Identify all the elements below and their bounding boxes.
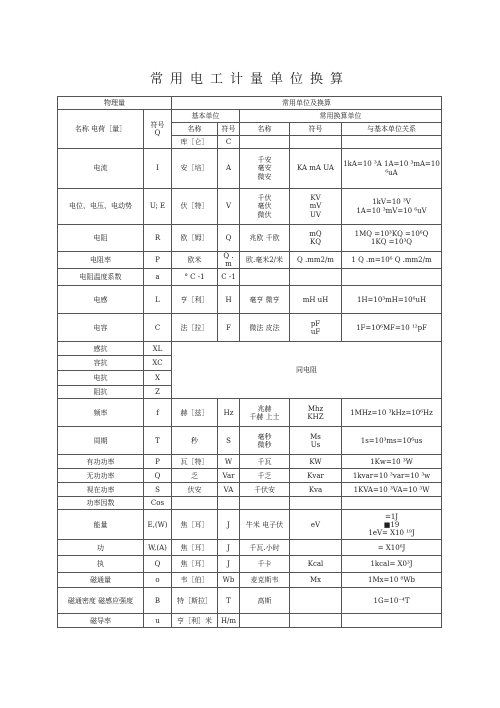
relation-cell-line: 1kcal= X0³J <box>370 560 413 569</box>
conv-unit-name-line: 麦克斯韦 <box>250 576 279 585</box>
conv-unit-name-line: 兆赫 <box>257 404 272 413</box>
conv-unit-symbol <box>290 427 342 455</box>
relation-cell <box>342 455 442 469</box>
basic-unit-name: 安［培］ <box>172 149 218 189</box>
conv-unit-symbol-line: Q .mm2/m <box>297 256 334 265</box>
quantity-name: 执 <box>58 556 144 573</box>
basic-unit-name: 亨［利］米 <box>172 614 218 628</box>
conv-unit-name-line: 毫伏 <box>257 202 272 211</box>
conv-unit-symbol <box>290 225 342 252</box>
quantity-symbol: T <box>144 427 172 455</box>
basic-unit-name: 欧米 <box>172 252 218 269</box>
quantity-name: 电容 <box>58 314 144 342</box>
basic-unit-symbol: A <box>218 149 240 189</box>
quantity-name: 阻抗 <box>58 386 144 399</box>
conv-unit-name <box>240 225 290 252</box>
relation-cell <box>342 269 442 286</box>
header-common-conversion: 常用换算单位 <box>240 110 442 123</box>
conv-unit-symbol-line: KHZ <box>307 412 324 421</box>
basic-unit-symbol: J <box>218 510 240 540</box>
relation-cell-line: 1MHz=10 ³kHz=10⁶Hz <box>350 408 433 417</box>
conv-unit-name-line: 毫亨 微亨 <box>249 295 280 304</box>
conv-unit-name <box>240 497 290 510</box>
quantity-name: 能量 <box>58 510 144 540</box>
quantity-name: 感抗 <box>58 342 144 356</box>
quantity-symbol: u <box>144 614 172 628</box>
relation-cell <box>342 510 442 540</box>
conv-unit-name <box>240 455 290 469</box>
basic-unit-name: 瓦［特］ <box>172 455 218 469</box>
relation-cell-line: 1kvar=10 ³var=10 ³w <box>352 471 431 480</box>
header-unit-symbol: 符号 <box>218 123 240 136</box>
relation-cell <box>342 573 442 588</box>
conv-unit-symbol <box>290 497 342 510</box>
conv-unit-name-line: 毫安 <box>257 164 272 173</box>
conv-unit-symbol <box>290 588 342 614</box>
conv-unit-symbol <box>290 510 342 540</box>
quantity-symbol: P <box>144 455 172 469</box>
conv-unit-symbol <box>290 614 342 628</box>
relation-cell <box>342 252 442 269</box>
basic-unit-name: 焦［耳］ <box>172 556 218 573</box>
conv-unit-symbol-line: mH uH <box>302 295 329 304</box>
conv-unit-name <box>240 314 290 342</box>
basic-unit-name <box>172 497 218 510</box>
quantity-symbol: Cos <box>144 497 172 510</box>
quantity-symbol: XC <box>144 356 172 371</box>
table-row <box>58 189 442 225</box>
relation-cell <box>342 286 442 314</box>
basic-unit-name: 法［拉］ <box>172 314 218 342</box>
basic-unit-name: 乏 <box>172 469 218 483</box>
quantity-symbol: W,(A) <box>144 540 172 556</box>
conv-unit-name-line: 千乏 <box>257 471 272 480</box>
quantity-symbol: f <box>144 399 172 427</box>
relation-cell-line: 1Kw=10 ³W <box>370 457 413 466</box>
conv-unit-name-line: 千安 <box>257 156 272 165</box>
conv-unit-name-line: 千赫 上土 <box>249 412 280 421</box>
relation-cell <box>342 497 442 510</box>
table-row <box>58 427 442 455</box>
quantity-name: 频率 <box>58 399 144 427</box>
conv-unit-name <box>240 252 290 269</box>
conv-unit-symbol <box>290 399 342 427</box>
conv-unit-symbol <box>290 540 342 556</box>
quantity-symbol: X <box>144 371 172 386</box>
table-row <box>58 225 442 252</box>
quantity-symbol: R <box>144 225 172 252</box>
basic-unit-symbol: V <box>218 189 240 225</box>
table-row <box>58 269 442 286</box>
quantity-name: 磁通量 <box>58 573 144 588</box>
conv-unit-name <box>240 149 290 189</box>
relation-cell-line: 1G=10⁻⁴T <box>373 596 410 605</box>
quantity-name: 无功功率 <box>58 469 144 483</box>
conv-unit-symbol-line: Us <box>310 440 321 449</box>
relation-cell-line: 1F=10⁶MF=10 ¹²pF <box>356 323 427 332</box>
quantity-name: 视在功率 <box>58 483 144 497</box>
basic-unit-name: 秒 <box>172 427 218 455</box>
basic-unit-symbol: H <box>218 286 240 314</box>
conv-unit-name-line: 千伏安 <box>254 485 275 494</box>
basic-unit-symbol: F <box>218 314 240 342</box>
conv-unit-name <box>240 269 290 286</box>
header-basic-unit: 基本单位 <box>172 110 240 123</box>
basic-unit-symbol: Wb <box>218 573 240 588</box>
basic-unit-symbol: Q . m <box>218 252 240 269</box>
table-row <box>58 314 442 342</box>
quantity-symbol: U; E <box>144 189 172 225</box>
conv-unit-symbol-line: UV <box>310 210 321 219</box>
conv-unit-symbol-line: Kvar <box>307 471 324 480</box>
conv-unit-symbol <box>290 149 342 189</box>
header-relation: 与基本单位关系 <box>342 123 442 136</box>
basic-unit-name: 亨［利］ <box>172 286 218 314</box>
basic-unit-symbol: Var <box>218 469 240 483</box>
quantity-name: 电阻温度系数 <box>58 269 144 286</box>
conv-unit-symbol-line: Mx <box>309 576 322 585</box>
relation-cell <box>342 427 442 455</box>
basic-unit-name: ° C -1 <box>172 269 218 286</box>
conv-unit-name-line: 欧.毫米2/米 <box>245 256 284 265</box>
table-row <box>58 399 442 427</box>
conv-unit-name-line: 兆欧 千欧 <box>249 233 280 242</box>
quantity-symbol: Q <box>144 469 172 483</box>
conv-unit-symbol <box>290 483 342 497</box>
conv-unit-symbol-line: KQ <box>310 238 321 246</box>
header-conv-symbol: 符号 <box>290 123 342 136</box>
relation-cell <box>342 225 442 252</box>
quantity-name: 周期 <box>58 427 144 455</box>
quantity-symbol: a <box>144 269 172 286</box>
table-row <box>58 286 442 314</box>
conv-unit-symbol <box>290 556 342 573</box>
conv-unit-symbol-line: Kva <box>308 485 323 494</box>
conv-unit-symbol <box>290 252 342 269</box>
table-row <box>58 510 442 540</box>
quantity-symbol: Q <box>144 556 172 573</box>
relation-cell <box>342 614 442 628</box>
conv-unit-symbol-line: Ms <box>310 432 321 441</box>
conv-unit-name <box>240 469 290 483</box>
basic-unit-name: 欧［姆］ <box>172 225 218 252</box>
quantity-symbol: P <box>144 252 172 269</box>
table-row <box>58 469 442 483</box>
header-common-units: 常用单位及换算 <box>172 97 442 110</box>
conv-unit-name <box>240 427 290 455</box>
conv-unit-symbol <box>290 269 342 286</box>
conv-unit-symbol-line: KW <box>309 457 322 466</box>
conv-unit-name-line: 微安 <box>257 172 272 181</box>
page-title: 常用电工计量单位换算 <box>149 72 350 87</box>
conv-unit-name <box>240 510 290 540</box>
header-unit-name: 名称 <box>172 123 218 136</box>
quantity-symbol: L <box>144 286 172 314</box>
relation-cell <box>342 483 442 497</box>
charge-unit-symbol: C <box>218 136 240 149</box>
table-row <box>58 252 442 269</box>
merged-same-as-resistance: 同电阻 <box>172 342 442 399</box>
conv-unit-name-line: 微法 皮法 <box>249 323 280 332</box>
relation-cell-line: 1kV=10 ³V <box>372 198 411 207</box>
quantity-name: 功率因数 <box>58 497 144 510</box>
relation-cell-line: ■19 <box>383 520 400 529</box>
relation-cell-line: 1A=10 ³mV=10 ⁶uV <box>356 206 427 215</box>
relation-cell-line: 1eV= X10 ¹⁹J <box>368 528 415 537</box>
relation-cell-line: 1s=10³ms=10⁶us <box>360 436 423 445</box>
conv-unit-symbol-line: Mhz <box>307 404 324 413</box>
conv-unit-symbol-line: mQ <box>309 229 322 238</box>
quantity-symbol: S <box>144 483 172 497</box>
quantity-name: 电抗 <box>58 371 144 386</box>
relation-cell-line: 1 Q .m=10⁶ Q .mm2/m <box>351 256 432 265</box>
table-row <box>58 588 442 614</box>
quantity-symbol: B <box>144 588 172 614</box>
relation-cell <box>342 556 442 573</box>
conv-unit-symbol <box>290 286 342 314</box>
conv-unit-symbol <box>290 314 342 342</box>
conv-unit-name <box>240 556 290 573</box>
conv-unit-name-line: 毫秒 <box>257 432 272 441</box>
quantity-name: 电阻率 <box>58 252 144 269</box>
basic-unit-symbol: H/m <box>218 614 240 628</box>
relation-cell-line: 1kA=10 ³A 1A=10 ³mA=10 ⁶uA <box>343 160 440 177</box>
conv-unit-name <box>240 483 290 497</box>
header-conv-name: 名称 <box>240 123 290 136</box>
conv-unit-name <box>240 286 290 314</box>
basic-unit-symbol: C -1 <box>218 269 240 286</box>
conv-unit-name <box>240 614 290 628</box>
conv-unit-name-line: 高斯 <box>257 596 272 605</box>
conv-unit-name-line: 牛米 电子伏 <box>245 520 284 529</box>
basic-unit-symbol: VA <box>218 483 240 497</box>
conv-unit-symbol-line: KV <box>310 194 321 203</box>
basic-unit-name: 伏安 <box>172 483 218 497</box>
header-symbol-cell <box>144 110 172 149</box>
basic-unit-symbol: Q <box>218 225 240 252</box>
basic-unit-name: 焦［耳］ <box>172 540 218 556</box>
table-row <box>58 342 442 356</box>
table-row <box>58 614 442 628</box>
basic-unit-name: 赫［兹］ <box>172 399 218 427</box>
table-row <box>58 455 442 469</box>
table-row <box>58 149 442 189</box>
conv-unit-symbol <box>290 189 342 225</box>
relation-cell <box>342 399 442 427</box>
conv-unit-symbol <box>290 455 342 469</box>
header-physical-quantity: 物理量 <box>58 97 172 110</box>
quantity-name: 容抗 <box>58 356 144 371</box>
conv-unit-symbol-line: eV <box>310 520 321 529</box>
basic-unit-name: 伏［特］ <box>172 189 218 225</box>
quantity-symbol: E,(W) <box>144 510 172 540</box>
conv-unit-symbol-line: uF <box>310 327 321 336</box>
conv-unit-symbol-line: mV <box>309 202 322 211</box>
conv-unit-symbol-line: Kcal <box>307 560 324 569</box>
charge-symbol: Q <box>154 129 161 137</box>
relation-cell-line: 1KQ =10³Q <box>371 238 412 246</box>
header-symbol-label: 符号 <box>150 120 165 129</box>
quantity-name: 有功功率 <box>58 455 144 469</box>
basic-unit-name: 特［斯拉］ <box>172 588 218 614</box>
basic-unit-symbol: J <box>218 540 240 556</box>
table-row <box>58 540 442 556</box>
conv-unit-name <box>240 573 290 588</box>
quantity-name: 电流 <box>58 149 144 189</box>
conv-unit-symbol <box>290 573 342 588</box>
table-row <box>58 573 442 588</box>
basic-unit-name: 韦［伯］ <box>172 573 218 588</box>
quantity-name: 磁导率 <box>58 614 144 628</box>
table-row <box>58 483 442 497</box>
relation-cell-line: =1J <box>384 512 399 521</box>
conv-unit-symbol-line: pF <box>310 319 321 328</box>
quantity-name: 电感 <box>58 286 144 314</box>
basic-unit-symbol: T <box>218 588 240 614</box>
quantity-symbol: Z <box>144 386 172 399</box>
relation-cell-line: 1KVA=10 ³VA=10 ³W <box>353 485 430 494</box>
relation-cell-line: 1Mx=10 ⁸Wb <box>367 576 416 585</box>
charge-unit-name: 库［仑］ <box>172 136 218 149</box>
conv-unit-name-line: 千瓦 <box>257 457 272 466</box>
quantity-name: 磁通密度 磁感应强度 <box>58 588 144 614</box>
relation-cell-line: 1H=10³mH=10⁶uH <box>356 295 427 304</box>
basic-unit-symbol: Hz <box>218 399 240 427</box>
header-name-charge: 名称 电荷［量］ <box>58 110 144 149</box>
conv-unit-name-line: 千瓦.小时 <box>249 543 280 552</box>
relation-cell <box>342 189 442 225</box>
conv-unit-name-line: 微伏 <box>257 210 272 219</box>
basic-unit-symbol: W <box>218 455 240 469</box>
table-row <box>58 556 442 573</box>
basic-unit-name: 焦［耳］ <box>172 510 218 540</box>
relation-cell <box>342 469 442 483</box>
relation-cell <box>342 540 442 556</box>
relation-cell-line: 1MQ =10³KQ =10⁶Q <box>354 229 429 238</box>
conv-unit-name <box>240 588 290 614</box>
basic-unit-symbol <box>218 497 240 510</box>
conv-unit-name-line: 千卡 <box>257 560 272 569</box>
quantity-symbol: XL <box>144 342 172 356</box>
relation-cell <box>342 588 442 614</box>
conv-unit-symbol-line: KA mA UA <box>297 164 334 173</box>
basic-unit-symbol: S <box>218 427 240 455</box>
quantity-symbol: C <box>144 314 172 342</box>
quantity-symbol: I <box>144 149 172 189</box>
relation-cell <box>342 149 442 189</box>
conv-unit-symbol <box>290 469 342 483</box>
relation-cell-line: = X10⁶J <box>377 543 406 552</box>
conv-unit-name-line: 千伏 <box>257 194 272 203</box>
basic-unit-symbol: J <box>218 556 240 573</box>
conv-unit-name <box>240 540 290 556</box>
conv-unit-name <box>240 189 290 225</box>
quantity-name: 功 <box>58 540 144 556</box>
conv-unit-name <box>240 399 290 427</box>
quantity-name: 电位、电压、电动势 <box>58 189 144 225</box>
quantity-name: 电阻 <box>58 225 144 252</box>
unit-conversion-table <box>57 96 442 628</box>
quantity-symbol: o <box>144 573 172 588</box>
relation-cell <box>342 314 442 342</box>
table-row <box>58 497 442 510</box>
conv-unit-name-line: 微秒 <box>257 440 272 449</box>
